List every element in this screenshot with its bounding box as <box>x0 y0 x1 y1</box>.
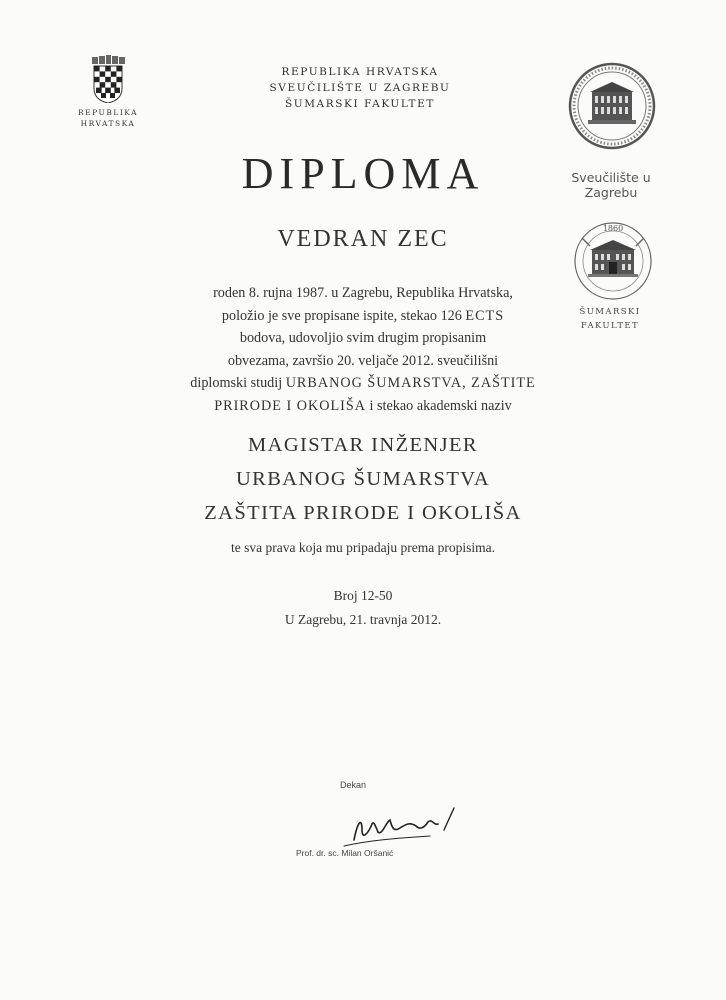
body-line-6b: i stekao akademski naziv <box>366 397 512 414</box>
study-name-2: PRIRODE I OKOLIŠA <box>214 397 366 414</box>
university-label-2: Zagrebu <box>584 185 638 200</box>
place-date: U Zagrebu, 21. travnja 2012. <box>284 612 442 627</box>
body-line-1: roden 8. rujna 1987. u Zagrebu, Republika Hrvatska, <box>213 285 513 301</box>
body-line-2 <box>150 305 576 328</box>
signer-role: Dekan <box>340 780 367 790</box>
rights-statement: te sva prava koja mu pripadaju prema propisima. <box>231 540 495 555</box>
header-line-1: REPUBLIKA HRVATSKA <box>281 66 439 78</box>
body-line-4: obvezama, završio 20. veljače 2012. sveučilišni <box>227 352 499 369</box>
study-name-1: URBANOG ŠUMARSTVA, ZAŠTITE <box>285 375 536 391</box>
document-number: Broj 12-50 <box>333 588 393 603</box>
body-line-6 <box>150 395 576 418</box>
university-label <box>567 170 655 200</box>
faculty-seal-icon <box>570 218 656 304</box>
faculty-label <box>566 305 654 333</box>
body-line-5 <box>150 372 576 395</box>
body-line-3: bodova, udovoljio svim drugim propisanim <box>239 330 487 346</box>
coat-label-2: HRVATSKA <box>80 119 136 128</box>
body-line-5a: diplomski studij <box>190 375 286 391</box>
issue-info <box>0 584 726 632</box>
document-title: DIPLOMA <box>241 149 485 198</box>
issuer-header <box>200 64 520 112</box>
degree-line-3: ZAŠTITA PRIRODE I OKOLIŠA <box>204 502 522 524</box>
faculty-label-1: ŠUMARSKI <box>579 307 641 317</box>
croatian-coat-of-arms <box>68 55 148 129</box>
faculty-label-2: FAKULTET <box>580 321 640 331</box>
university-seal-icon <box>566 56 658 156</box>
degree-line-2: URBANOG ŠUMARSTVA <box>235 468 491 490</box>
header-line-2: SVEUČILIŠTE U ZAGREBU <box>269 82 451 94</box>
degree-line-1: MAGISTAR INŽENJER <box>247 434 478 456</box>
faculty-seal-year: 1860 <box>602 224 624 233</box>
signer-name: Prof. dr. sc. Milan Oršanić <box>296 848 394 858</box>
diploma-body <box>150 282 576 417</box>
ects-text: ECTS <box>465 307 505 324</box>
recipient-name: VEDRAN ZEC <box>277 226 449 252</box>
coat-label-1: REPUBLIKA <box>77 108 139 117</box>
handwritten-signature <box>340 800 470 850</box>
coat-of-arms-icon <box>88 55 128 103</box>
academic-title <box>0 428 726 530</box>
university-label-1: Sveučilište u <box>571 170 651 185</box>
header-line-3: ŠUMARSKI FAKULTET <box>284 98 436 110</box>
body-line-2a: položio je sve propisane ispite, stekao 126 <box>221 307 466 324</box>
